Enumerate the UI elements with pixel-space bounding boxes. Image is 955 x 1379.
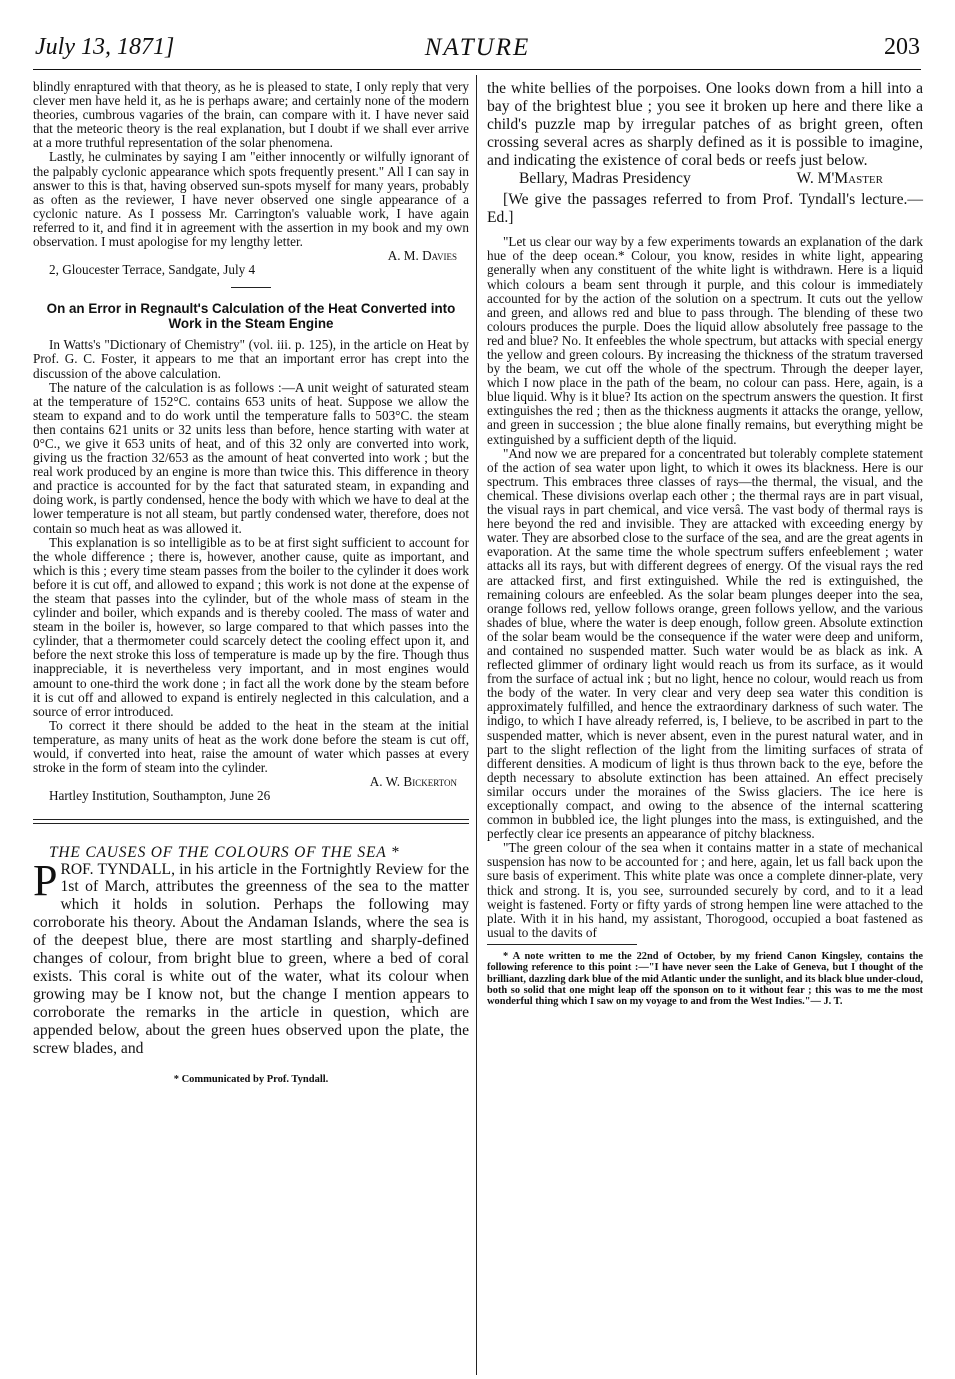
journal-title: NATURE [424, 34, 531, 61]
signature: A. W. Bickerton [369, 774, 457, 790]
paragraph: the white bellies of the porpoises. One looks down from a hill into a bay of the brightest blue ; you see it broken up here and there like a child's puzzle map by irregular patches of as bright green, often crossing several acres as sharply defined as it is possible to imagine, and indicating the existence of coral beds or reefs just below. [487, 80, 923, 169]
article-paragraph: PROF. TYNDALL, in his article in the Fortnightly Review for the 1st of March, attributes the greenness of the sea to the matter which it holds in solution. Perhaps the following may corroborate his theory. About the Andaman Islands, where the sea is of the deepest blue, there are most startling and sharply-defined changes of colour, from bright blue to green, where a bed of coral exists. This coral is white out of the water, what its colour when growing may be I know not, but the change I mention appears to corroborate the remarks in the article in question, which are appended below, about the green hues observed upon the plate, the screw blades, and [33, 855, 469, 1057]
footnote-rule [487, 944, 637, 945]
place: Bellary, Madras Presidency [519, 169, 691, 187]
signature: A. M. Davies [387, 248, 457, 264]
quote-paragraph: "Let us clear our way by a few experiments towards an explanation of the dark hue of the deep ocean.* Colour, you know, resides in white light, appearing generally when any constituent of the white light is withdrawn. Here is a liquid which colours a beam sent through it purple, and this colour is immediately accounted for by the action of the solution on a spectrum. It cuts out the yellow and green, and allows red and blue to pass through. The blending of these two colours produces the purple. Does the liquid allow absolutely free passage to the red and blue? No. It enfeebles the whole spectrum, but attacks with special energy the yellow and green colours. By increasing the thickness of the stratum traversed by the beam, we cut off the whole of the spectrum. Through the deeper layer, which I now place in the path of the beam, no colour can pass. Here, again, is a blue liquid. Why is it blue? Its action on the spectrum answers the question. It first extinguishes the red ; then as the thickness augments it attacks the orange, yellow, and green in succession ; the blue alone finally remains, but everything might be extinguished by a sufficient depth of the liquid. [487, 234, 923, 447]
paragraph: To correct it there should be added to the heat in the steam at the initial temperature, as many units of heat as the work done before the steam is cut off, would, if converted into heat, raise the amount of water which passes at every stroke in the form of steam into the cylinder. [33, 717, 469, 776]
issue-date: July 13, 1871] [35, 34, 175, 60]
divider [231, 287, 271, 288]
column-divider [476, 75, 477, 1375]
signature-line [33, 775, 469, 789]
drop-cap: P [33, 855, 58, 905]
footnote: * A note written to me the 22nd of October, by my friend Canon Kingsley, contains the following reference to this point :—"I have never seen the Lake of Geneva, but I thought of the brilliant, dazzling dark blue of the mid Atlantic under the sunlight, and its black blue under-cloud, both so solid that one might leap off the sponson on to it without fear ; this was to me the most wonderful thing which I saw on my voyage to and from the West Indies."— J. T. [487, 950, 923, 1008]
address: 2, Gloucester Terrace, Sandgate, July 4 [49, 262, 256, 278]
signature-line [487, 170, 923, 188]
signature-line [33, 249, 469, 263]
paragraph: This explanation is so intelligible as to be at first sight sufficient to account for the whole difference ; there is, however, another cause, quite as important, and which is this ; every time steam passes from the boiler to the cylinder it does work before it is cut off, and allowed to expand ; this work is not done at the expense of the steam that passes into the cylinder, but of the whole mass of steam in the cylinder and boiler, which expands and is thereby cooled. The mass of water and steam in the boiler is, however, so large compared to that which passes into the cylinder, that a thermometer could scarcely detect the cooling effect upon it, and before the next stroke this loss of temperature is made up by the fire. Though thus inappreciable, it is nevertheless very important, and in most engines would amount to one-third the work done ; in fact all the work done by the steam before it is cut off and allowed to expand is entirely neglected in this calculation, and a source of error introduced. [33, 534, 469, 719]
address: Hartley Institution, Southampton, June 26 [49, 788, 271, 804]
footnote: * Communicated by Prof. Tyndall. [173, 1074, 329, 1086]
page-number: 203 [884, 34, 920, 60]
letter-title: On an Error in Regnault's Calculation of the Heat Converted into Work in the Steam Engine [46, 301, 456, 332]
article-title: THE CAUSES OF THE COLOURS OF THE SEA * [49, 844, 400, 862]
right-column [487, 80, 923, 1007]
signature: W. M'Master [796, 169, 883, 187]
left-column [33, 80, 469, 1088]
paragraph: blindly enraptured with that theory, as he is pleased to state, I only reply that very clever men have held it, as he is perhaps aware; and certainly none of the modern theories, cumbrous vagaries of the brain, can compare with it. I have never said that the meteoric theory is the real explanation, but I doubt if we shall ever arrive at a more truthful representation of the solar phenomena. [33, 79, 469, 151]
article-divider [33, 819, 469, 824]
paragraph: In Watts's "Dictionary of Chemistry" (vol. iii. p. 125), in the article on Heat by Prof. G. C. Foster, it appears to me that an important error has crept into the discussion of the above calculation. [33, 337, 469, 381]
quote-paragraph: "And now we are prepared for a concentrated but tolerably complete statement of the action of sea water upon light, to which it owes its blackness. Here is our spectrum. This embraces three classes of rays—the thermal, the visual, and the chemical. These divisions overlap each other ; the thermal rays are in part visual, the visual rays in part chemical, and vice versâ. The vast body of thermal rays is here beyond the red and invisible. They are attacked with exceeding energy by water. They are absorbed close to the surface of the sea, and are the great agents in evaporation. At the same time the whole spectrum suffers enfeeblement ; water attacks all its rays, but with different degrees of energy. Of the visual rays the red are attacked first, and first extinguished. While the red is extinguished, the remaining colours are enfeebled. As the solar beam plunges deeper into the sea, orange follows red, yellow follows orange, green follows yellow, and the various shades of blue, where the water is deep enough, follow green. Absolute extinction of the solar beam would be the consequence if the water were deep and uniform, and contained no suspended matter. Such water would be as black as ink. A reflected glimmer of ordinary light would reach us from its surface, as it would from the surface of actual ink ; but no light, hence no colour, would reach us from the body of the water. In very clear and very deep sea water this condition is approximately fulfilled, and hence the extraordinary darkness of such water. The indigo, to which I have already referred, is, I believe, to be ascribed in part to the suspended matter, which is never absent, even in the purest natural water, and in part to the slight reflection of the light from the limiting surfaces of strata of different densities. A modicum of light is thus thrown back to the eye, before the depth necessary to absolute extinction has been attained. An effect precisely similar occurs under the moraines of the Swiss glaciers. The ice here is exceptionally compact, and owing to the absence of the internal scattering common in bubbled ice, the light plunges into the mass, is extinguished, and the perfectly clear ice presents an appearance of pitchy blackness. [487, 445, 923, 842]
paragraph: The nature of the calculation is as follows :—A unit weight of saturated steam at the temperature of 152°C. contains 653 units of heat. Suppose we allow the steam to expand and to do work until the temperature falls to 503°C. the steam then contains 621 units or 32 units less than before, hence starting with water at 0°C., we give it 653 units of heat, and of this 32 only are converted into work, giving us the fraction 32/653 as the amount of heat converted into work ; but the real work produced by an engine is more than twice this. This difference in theory and practice is accounted for by the fact that saturated steam, in expanding and doing work, is partly condensed, hence the body with which we have to deal at the lower temperature is not all steam, but partly condensed water, therefore, does not contain so much heat as was allowed it. [33, 379, 469, 536]
header-rule [33, 69, 921, 70]
paragraph: Lastly, he culminates by saying I am "either innocently or wilfully ignorant of the palpably cyclonic appearance which spots frequently present." All I can say in answer to this is that, having observed sun-spots myself for many years, probably as often as the reviewer, I have never observed one single appearance of a cyclonic nature. As I possess Mr. Carrington's valuable work, I have again referred to it, and find it in agreement with the assertion in my book and my own observation. I must apologise for my lengthy letter. [33, 149, 469, 250]
page-header [35, 34, 920, 68]
editor-note: [We give the passages referred to from Prof. Tyndall's lecture.—Ed.] [487, 191, 923, 227]
quote-paragraph: "The green colour of the sea when it contains matter in a state of mechanical suspension has now to be accounted for ; and here, again, let us fall back upon the sure basis of experiment. This white plate was once a complete dinner-plate, very thick and strong. It is, you see, surrounded securely by cord, and to it a lead weight is fastened. Forty or fifty yards of strong hempen line were attached to the plate. With it in his hand, my assistant, Thorogood, occupied a boat fastened as usual to the davits of [487, 840, 923, 940]
